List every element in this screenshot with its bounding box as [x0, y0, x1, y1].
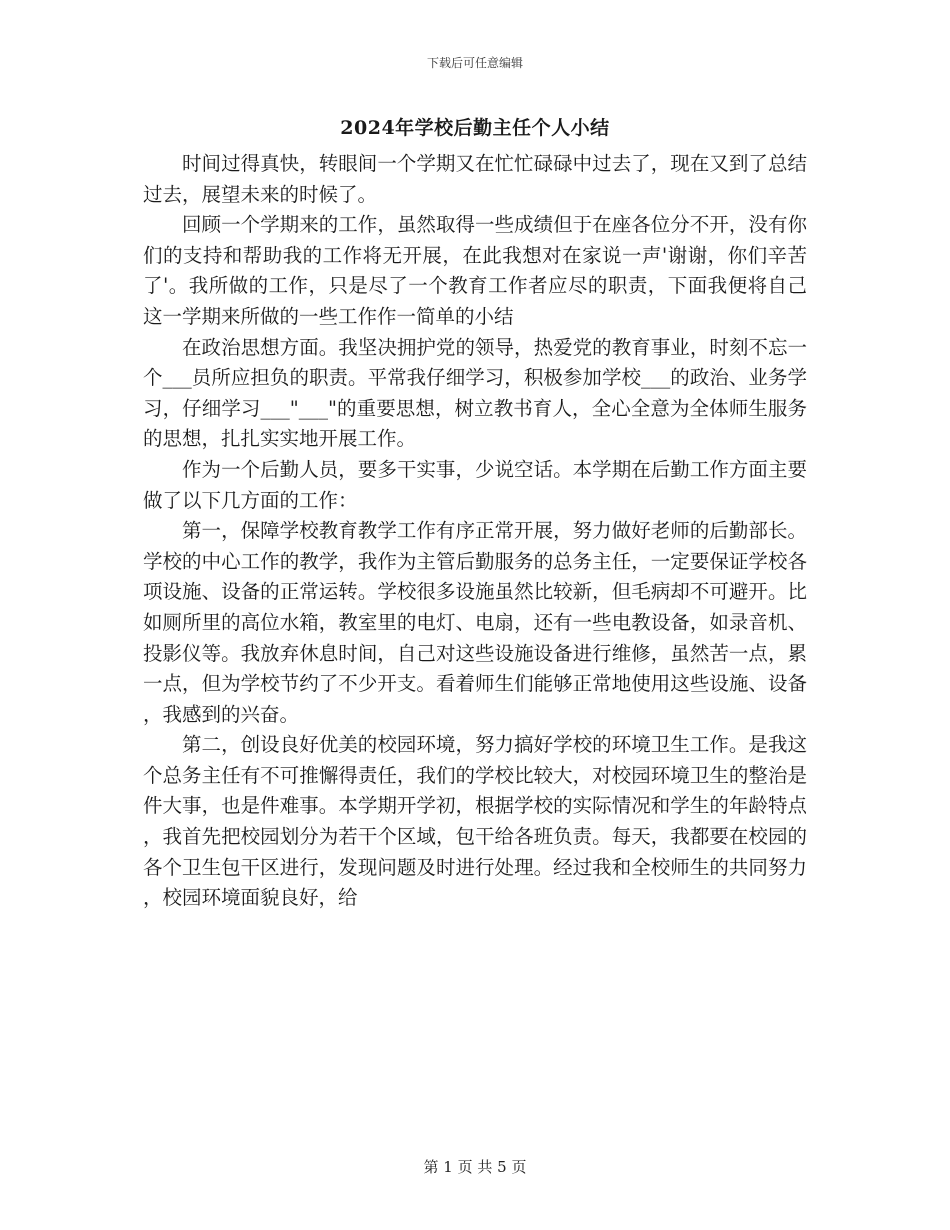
page-number-footer: 第 1 页 共 5 页	[423, 1158, 527, 1176]
paragraph: 时间过得真快，转眼间一个学期又在忙忙碌碌中过去了，现在又到了总结过去，展望未来的时候了。	[143, 152, 807, 206]
paragraph: 第一，保障学校教育教学工作有序正常开展，努力做好老师的后勤部长。学校的中心工作的教学，我作为主管后勤服务的总务主任，一定要保证学校各项设施、设备的正常运转。学校很多设施虽然比较新，但毛病却不可避开。比如厕所里的高位水箱，教室里的电灯、电扇，还有一些电教设备，如录音机、投影仪等。我放弃休息时间，自己对这些设施设备进行维修，虽然苦一点，累一点，但为学校节约了不少开支。看着师生们能够正常地使用这些设施、设备，我感到的兴奋。	[143, 519, 807, 726]
paragraph: 第二，创设良好优美的校园环境，努力搞好学校的环境卫生工作。是我这个总务主任有不可推懈得责任，我们的学校比较大，对校园环境卫生的整治是件大事，也是件难事。本学期开学初，根据学校的实际情况和学生的年龄特点，我首先把校园划分为若干个区域，包干给各班负责。每天，我都要在校园的各个卫生包干区进行，发现问题及时进行处理。经过我和全校师生的共同努力，校园环境面貌良好，给	[143, 733, 807, 910]
paragraph: 在政治思想方面。我坚决拥护党的领导，热爱党的教育事业，时刻不忘一个___员所应担负的职责。平常我仔细学习，积极参加学校___的政治、业务学习，仔细学习___"___"的重要思想，树立教书育人，全心全意为全体师生服务的思想，扎扎实实地开展工作。	[143, 335, 807, 451]
header-note: 下载后可任意编辑	[426, 56, 523, 70]
paragraph: 回顾一个学期来的工作，虽然取得一些成绩但于在座各位分不开，没有你们的支持和帮助我的工作将无开展，在此我想对在家说一声'谢谢，你们辛苦了'。我所做的工作，只是尽了一个教育工作者应尽的职责，下面我便将自己这一学期来所做的一些工作作一简单的小结	[143, 213, 807, 328]
document-title: 2024年学校后勤主任个人小结	[340, 117, 610, 139]
document-body	[143, 149, 807, 914]
paragraph: 作为一个后勤人员，要多干实事，少说空话。本学期在后勤工作方面主要做了以下几方面的工作：	[143, 457, 807, 512]
